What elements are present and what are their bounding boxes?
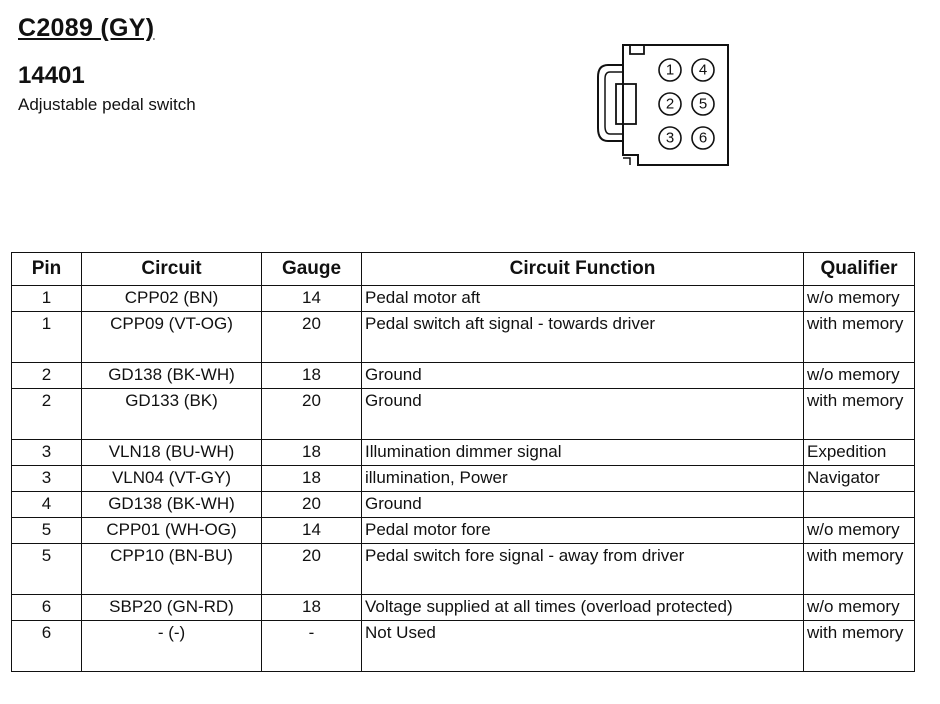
table-row — [12, 440, 915, 466]
column-header-pin: Pin — [12, 253, 82, 286]
gauge-cell: 14 — [262, 286, 362, 312]
table-row — [12, 466, 915, 492]
pin-cavity-4 — [692, 59, 714, 81]
table-row — [12, 312, 915, 363]
part-number: 14401 — [18, 62, 85, 89]
circuit-cell: GD138 (BK-WH) — [82, 492, 262, 518]
circuit-cell: CPP02 (BN) — [82, 286, 262, 312]
function-cell: Ground — [362, 492, 804, 518]
connector-latch-window — [616, 84, 636, 124]
qualifier-cell: with memory — [804, 544, 915, 595]
component-description: Adjustable pedal switch — [18, 95, 196, 114]
qualifier-cell: Expedition — [804, 440, 915, 466]
pin-cavity-1 — [659, 59, 681, 81]
connector-top-notch — [630, 45, 644, 54]
gauge-cell: 18 — [262, 466, 362, 492]
circuit-cell: CPP10 (BN-BU) — [82, 544, 262, 595]
qualifier-cell: w/o memory — [804, 518, 915, 544]
table-row — [12, 544, 915, 595]
column-header-circuit: Circuit — [82, 253, 262, 286]
circuit-cell: GD133 (BK) — [82, 389, 262, 440]
function-cell: Ground — [362, 363, 804, 389]
gauge-cell: - — [262, 621, 362, 672]
column-header-qualifier: Qualifier — [804, 253, 915, 286]
pin-cavity-5 — [692, 93, 714, 115]
pin-cell: 2 — [12, 363, 82, 389]
pin-cell: 6 — [12, 595, 82, 621]
table-row — [12, 621, 915, 672]
function-cell: Illumination dimmer signal — [362, 440, 804, 466]
function-cell: Ground — [362, 389, 804, 440]
gauge-cell: 18 — [262, 440, 362, 466]
gauge-cell: 18 — [262, 595, 362, 621]
pin-cell: 2 — [12, 389, 82, 440]
column-header-circuit-function: Circuit Function — [362, 253, 804, 286]
function-cell: Pedal switch fore signal - away from driver — [362, 544, 804, 595]
gauge-cell: 20 — [262, 492, 362, 518]
qualifier-cell: with memory — [804, 621, 915, 672]
gauge-cell: 20 — [262, 544, 362, 595]
qualifier-cell — [804, 492, 915, 518]
qualifier-cell: w/o memory — [804, 286, 915, 312]
pin-cell: 6 — [12, 621, 82, 672]
table-row — [12, 363, 915, 389]
svg-text:1: 1 — [665, 61, 675, 79]
table-row — [12, 389, 915, 440]
svg-text:6: 6 — [698, 129, 708, 147]
circuit-cell: - (-) — [82, 621, 262, 672]
function-cell: Pedal switch aft signal - towards driver — [362, 312, 804, 363]
function-cell: Pedal motor fore — [362, 518, 804, 544]
connector-id: C2089 (GY) — [18, 14, 155, 42]
pin-cell: 1 — [12, 312, 82, 363]
qualifier-cell: Navigator — [804, 466, 915, 492]
pin-cell: 4 — [12, 492, 82, 518]
svg-text:3: 3 — [665, 129, 675, 147]
table-row — [12, 492, 915, 518]
table-header-row — [12, 253, 915, 286]
connector-face-diagram — [590, 40, 740, 175]
function-cell: Not Used — [362, 621, 804, 672]
gauge-cell: 20 — [262, 312, 362, 363]
pin-cell: 1 — [12, 286, 82, 312]
svg-text:5: 5 — [698, 95, 708, 113]
pin-cell: 3 — [12, 466, 82, 492]
connector-latch — [598, 65, 623, 141]
pin-cavity-3 — [659, 127, 681, 149]
pin-cavity-6 — [692, 127, 714, 149]
table-row — [12, 286, 915, 312]
circuit-cell: VLN04 (VT-GY) — [82, 466, 262, 492]
pin-cavity-2 — [659, 93, 681, 115]
qualifier-cell: w/o memory — [804, 595, 915, 621]
pin-cell: 5 — [12, 518, 82, 544]
gauge-cell: 18 — [262, 363, 362, 389]
function-cell: Pedal motor aft — [362, 286, 804, 312]
circuit-cell: VLN18 (BU-WH) — [82, 440, 262, 466]
table-row — [12, 518, 915, 544]
gauge-cell: 20 — [262, 389, 362, 440]
qualifier-cell: w/o memory — [804, 363, 915, 389]
qualifier-cell: with memory — [804, 389, 915, 440]
column-header-gauge: Gauge — [262, 253, 362, 286]
circuit-cell: SBP20 (GN-RD) — [82, 595, 262, 621]
pinout-table — [11, 252, 915, 672]
function-cell: illumination, Power — [362, 466, 804, 492]
circuit-cell: CPP09 (VT-OG) — [82, 312, 262, 363]
circuit-cell: CPP01 (WH-OG) — [82, 518, 262, 544]
svg-text:4: 4 — [698, 61, 708, 79]
svg-text:2: 2 — [665, 95, 675, 113]
pin-cell: 3 — [12, 440, 82, 466]
qualifier-cell: with memory — [804, 312, 915, 363]
table-row — [12, 595, 915, 621]
pin-cell: 5 — [12, 544, 82, 595]
function-cell: Voltage supplied at all times (overload protected) — [362, 595, 804, 621]
gauge-cell: 14 — [262, 518, 362, 544]
circuit-cell: GD138 (BK-WH) — [82, 363, 262, 389]
